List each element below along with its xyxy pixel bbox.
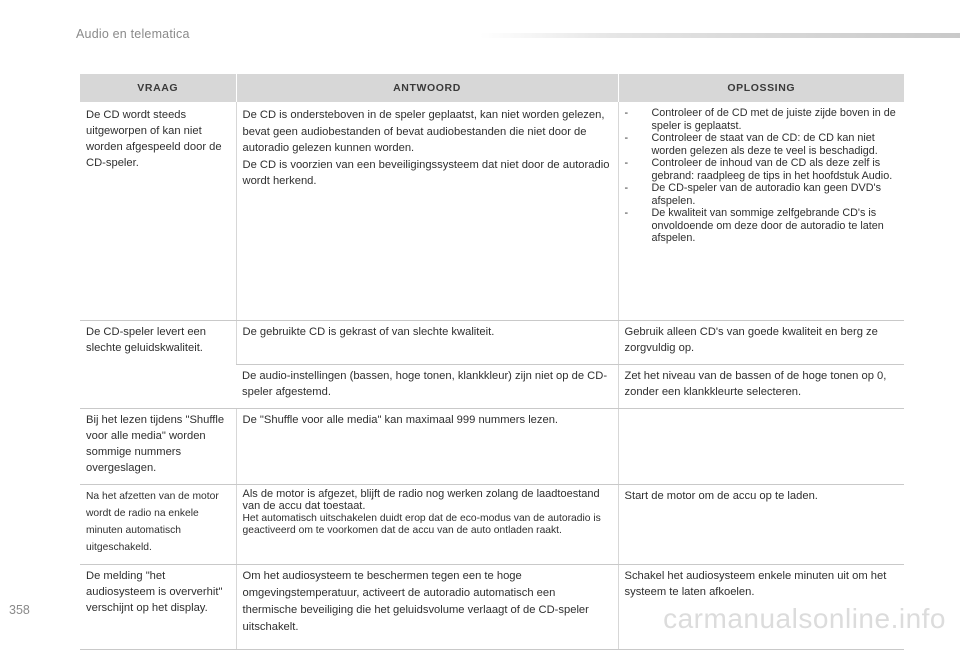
answer-cell: De gebruikte CD is gekrast of van slechte kwaliteit.: [236, 320, 618, 364]
list-item: - Controleer de inhoud van de CD als deze zelf is gebrand: raadpleeg de tips in het hoofdstuk Audio.: [625, 157, 900, 182]
answer-cell: Om het audiosysteem te beschermen tegen een te hoge omgevingstemperatuur, activeert de autoradio automatisch een thermische beveiliging die het geluidsvolume verlaagt of de CD-speler uitschakelt.: [236, 564, 618, 649]
answer-cell: De audio-instellingen (bassen, hoge tonen, klankkleur) zijn niet op de CD-speler afgestemd.: [236, 364, 618, 408]
question-cell: De melding "het audiosysteem is oververhit" verschijnt op het display.: [80, 564, 236, 649]
solution-cell: Gebruik alleen CD's van goede kwaliteit en berg ze zorgvuldig op.: [618, 320, 904, 364]
troubleshooting-table: [80, 74, 904, 650]
answer-paragraph: Als de motor is afgezet, blijft de radio nog werken zolang de laadtoestand van de accu dat toestaat.: [242, 487, 600, 512]
column-header-solution: OPLOSSING: [618, 74, 904, 102]
solution-cell: Start de motor om de accu op te laden.: [618, 484, 904, 564]
table-row: [80, 484, 904, 564]
list-item: - De CD-speler van de autoradio kan geen DVD's afspelen.: [625, 182, 900, 207]
answer-cell: [236, 102, 618, 320]
table-row: [80, 320, 904, 364]
solution-cell: [618, 102, 904, 320]
answer-paragraph: De CD is voorzien van een beveiligingssysteem dat niet door de autoradio wordt herkend.: [242, 158, 610, 187]
list-item: - Controleer of de CD met de juiste zijde boven in de speler is geplaatst.: [625, 107, 900, 132]
solution-cell: [618, 408, 904, 484]
answer-paragraph: De CD is ondersteboven in de speler geplaatst, kan niet worden gelezen, bevat geen audiobestanden of bevat audiobestanden die niet door de autoradio gelezen kunnen worden.: [242, 109, 605, 154]
solution-cell: Schakel het audiosysteem enkele minuten uit om het systeem te laten afkoelen.: [618, 564, 904, 649]
section-title: Audio en telematica: [76, 27, 190, 41]
table-row: [80, 102, 904, 320]
list-item: - De kwaliteit van sommige zelfgebrande CD's is onvoldoende om deze door de autoradio te laten afspelen.: [625, 207, 900, 245]
table-header-row: [80, 74, 904, 102]
column-header-question: VRAAG: [80, 74, 236, 102]
answer-cell: [236, 484, 618, 564]
question-cell: De CD-speler levert een slechte geluidskwaliteit.: [80, 320, 236, 408]
question-cell: De CD wordt steeds uitgeworpen of kan niet worden afgespeeld door de CD-speler.: [80, 102, 236, 320]
header-rule: [480, 33, 960, 38]
question-cell: Na het afzetten van de motor wordt de radio na enkele minuten automatisch uitgeschakeld.: [80, 484, 236, 564]
question-cell: Bij het lezen tijdens "Shuffle voor alle media" worden sommige nummers overgeslagen.: [80, 408, 236, 484]
answer-cell: De "Shuffle voor alle media" kan maximaal 999 nummers lezen.: [236, 408, 618, 484]
list-item: - Controleer de staat van de CD: de CD kan niet worden gelezen als deze te veel is beschadigd.: [625, 132, 900, 157]
watermark: carmanualsonline.info: [663, 603, 946, 634]
answer-paragraph: Het automatisch uitschakelen duidt erop dat de eco-modus van de autoradio is geactiveerd om te voorkomen dat de accu van de auto ontladen raakt.: [242, 512, 601, 536]
table-row: [80, 408, 904, 484]
solution-list: [625, 107, 900, 245]
solution-cell: Zet het niveau van de bassen of de hoge tonen op 0, zonder een klankkleurte selecteren.: [618, 364, 904, 408]
column-header-answer: ANTWOORD: [236, 74, 618, 102]
page-number: 358: [9, 603, 30, 617]
